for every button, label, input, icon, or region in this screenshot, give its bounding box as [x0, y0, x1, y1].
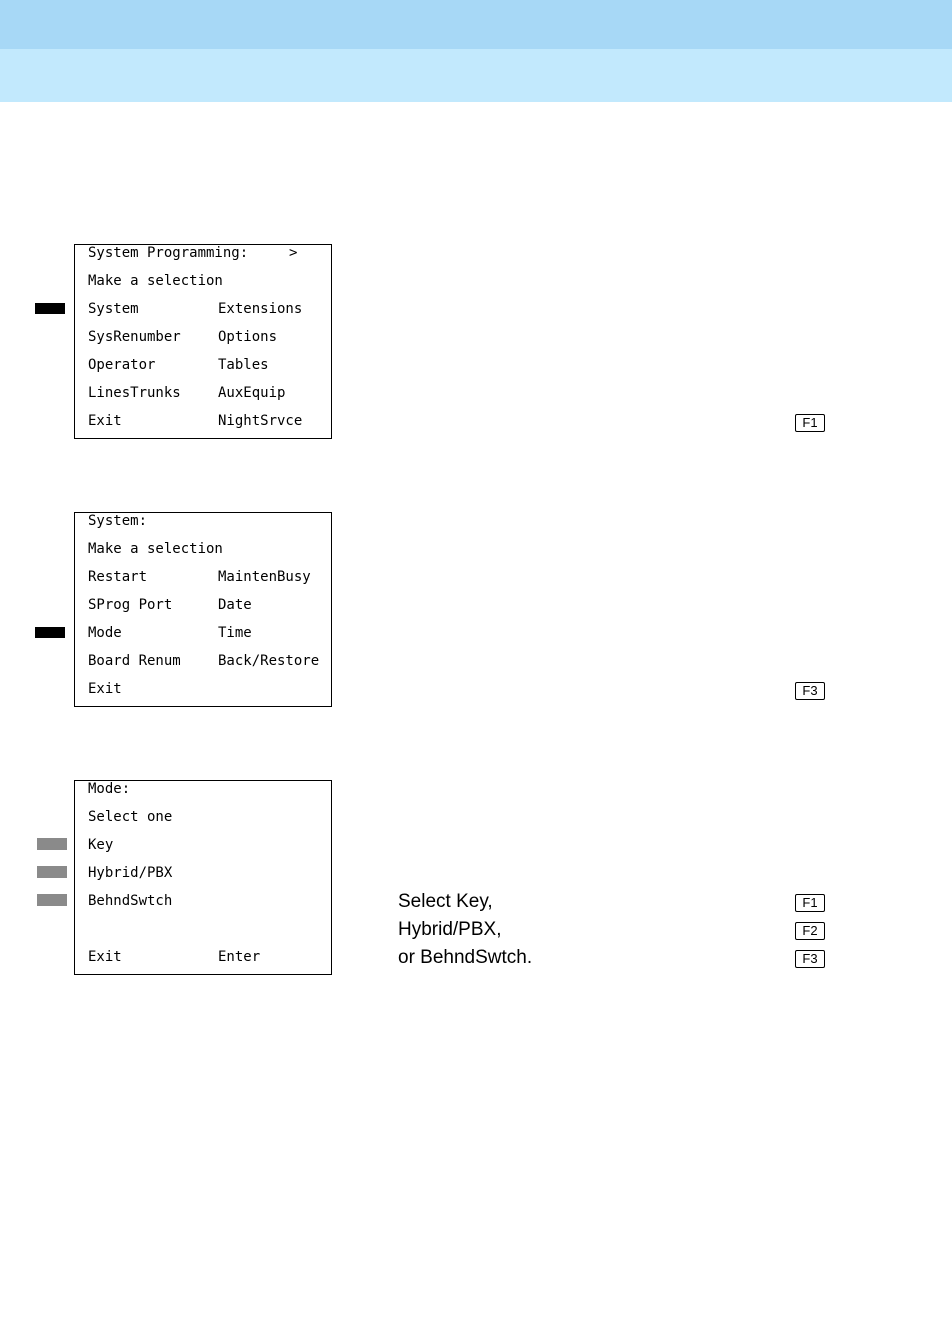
menu-item-nightsrvce[interactable]: NightSrvce: [218, 413, 303, 429]
next-page-arrow[interactable]: >: [289, 245, 298, 261]
fkey-f1-button[interactable]: F1: [795, 894, 825, 912]
fkey-f3-button[interactable]: F3: [795, 682, 825, 700]
screen-mode: [74, 780, 332, 975]
menu-item-board-renum[interactable]: Board Renum: [88, 653, 181, 669]
screen-system: [74, 512, 332, 707]
fkey-f2-button[interactable]: F2: [795, 922, 825, 940]
header-band-top: [0, 0, 952, 49]
menu-item-exit[interactable]: Exit: [88, 681, 122, 697]
fkey-f3-button[interactable]: F3: [795, 950, 825, 968]
screen-title: Mode:: [88, 781, 131, 797]
selection-marker-behndswtch: [37, 894, 67, 906]
menu-item-enter[interactable]: Enter: [218, 949, 261, 965]
menu-item-back-restore[interactable]: Back/Restore: [218, 653, 320, 669]
screen-prompt: Make a selection: [88, 273, 223, 289]
fkey-f1-button[interactable]: F1: [795, 414, 825, 432]
menu-item-options[interactable]: Options: [218, 329, 278, 345]
menu-item-sysrenumber[interactable]: SysRenumber: [88, 329, 181, 345]
menu-item-time[interactable]: Time: [218, 625, 252, 641]
menu-item-operator[interactable]: Operator: [88, 357, 156, 373]
instruction-behndswtch: or BehndSwtch.: [398, 947, 533, 968]
menu-item-restart[interactable]: Restart: [88, 569, 148, 585]
screen-system-programming: [74, 244, 332, 439]
menu-item-exit[interactable]: Exit: [88, 413, 122, 429]
menu-item-date[interactable]: Date: [218, 597, 252, 613]
menu-item-system[interactable]: System: [88, 301, 139, 317]
menu-item-exit[interactable]: Exit: [88, 949, 122, 965]
instruction-select-key: Select Key,: [398, 891, 493, 912]
menu-item-hybrid-pbx[interactable]: Hybrid/PBX: [88, 865, 173, 881]
header-band-bottom: [0, 49, 952, 102]
menu-item-key[interactable]: Key: [88, 837, 114, 853]
menu-item-maintenbusy[interactable]: MaintenBusy: [218, 569, 311, 585]
selection-marker-hybrid-pbx: [37, 866, 67, 878]
instruction-hybrid-pbx: Hybrid/PBX,: [398, 919, 502, 940]
menu-item-tables[interactable]: Tables: [218, 357, 269, 373]
screen-prompt: Select one: [88, 809, 173, 825]
menu-item-auxequip[interactable]: AuxEquip: [218, 385, 286, 401]
selection-marker-mode: [35, 627, 65, 638]
selection-marker-system: [35, 303, 65, 314]
menu-item-mode[interactable]: Mode: [88, 625, 122, 641]
screen-title: System:: [88, 513, 148, 529]
menu-item-linestrunks[interactable]: LinesTrunks: [88, 385, 181, 401]
screen-title: System Programming:: [88, 245, 249, 261]
screen-prompt: Make a selection: [88, 541, 223, 557]
menu-item-sprog-port[interactable]: SProg Port: [88, 597, 173, 613]
menu-item-behndswtch[interactable]: BehndSwtch: [88, 893, 173, 909]
menu-item-extensions[interactable]: Extensions: [218, 301, 303, 317]
selection-marker-key: [37, 838, 67, 850]
